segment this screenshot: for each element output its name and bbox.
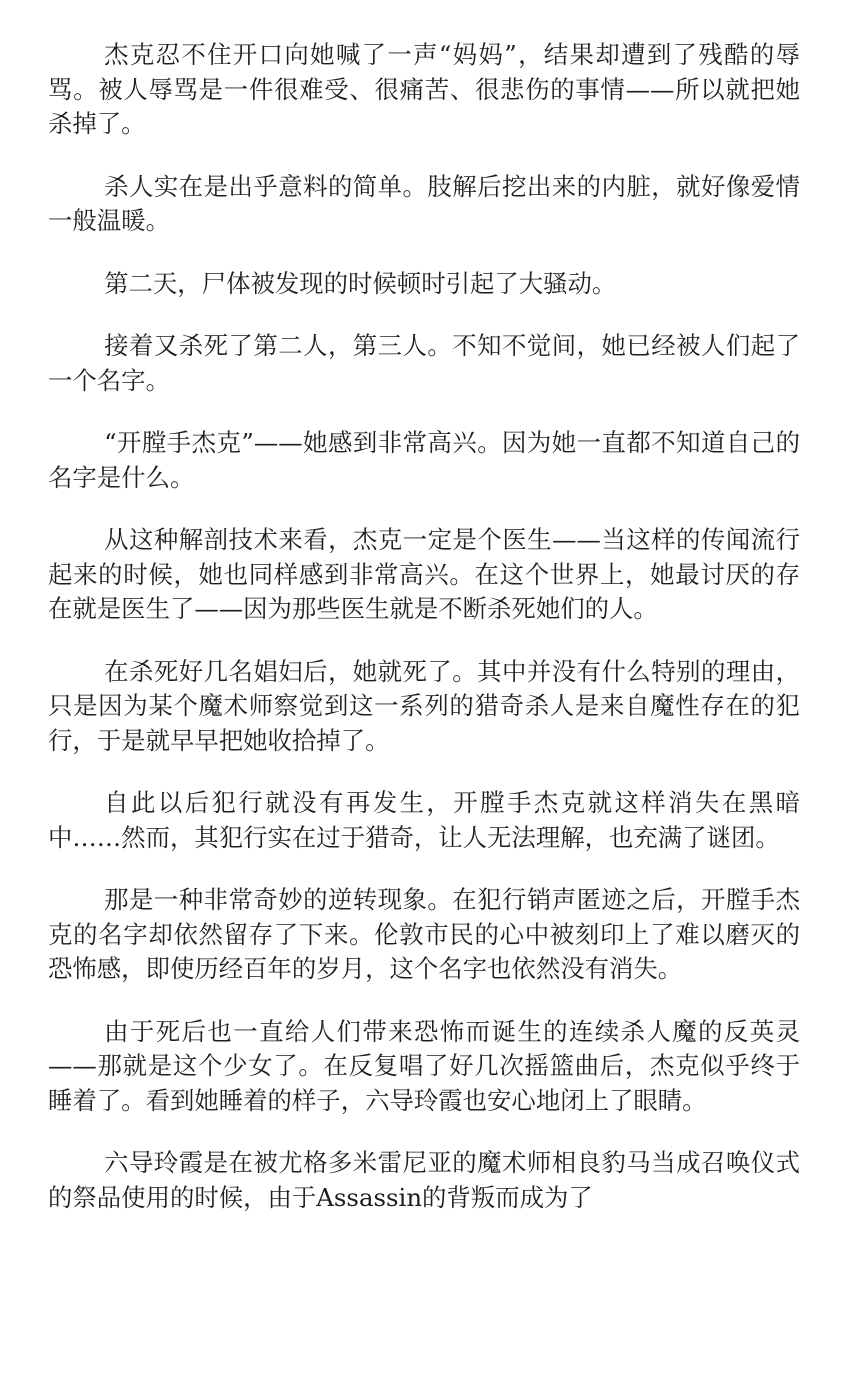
paragraph-4: 接着又杀死了第二人，第三人。不知不觉间，她已经被人们起了一个名字。 (48, 331, 800, 395)
paragraph-7: 在杀死好几名娼妇后，她就死了。其中并没有什么特别的理由，只是因为某个魔术师察觉到这一系列的猎奇杀人是来自魔性存在的犯行，于是就早早把她收拾掉了。 (48, 656, 800, 755)
paragraph-10: 由于死后也一直给人们带来恐怖而诞生的连续杀人魔的反英灵——那就是这个少女了。在反复唱了好几次摇篮曲后，杰克似乎终于睡着了。看到她睡着的样子，六导玲霞也安心地闭上了眼睛。 (48, 1016, 800, 1115)
paragraph-11: 六导玲霞是在被尤格多米雷尼亚的魔术师相良豹马当成召唤仪式的祭品使用的时候，由于Assassin的背叛而成为了 (48, 1148, 800, 1212)
paragraph-5: “开膛手杰克”——她感到非常高兴。因为她一直都不知道自己的名字是什么。 (48, 428, 800, 492)
paragraph-2: 杀人实在是出乎意料的简单。肢解后挖出来的内脏，就好像爱情一般温暖。 (48, 171, 800, 235)
paragraph-3: 第二天，尸体被发现的时候顿时引起了大骚动。 (104, 268, 617, 298)
paragraph-1: 杰克忍不住开口向她喊了一声“妈妈”，结果却遭到了残酷的辱骂。被人辱骂是一件很难受、很痛苦、很悲伤的事情——所以就把她杀掉了。 (48, 40, 800, 138)
paragraph-8: 自此以后犯行就没有再发生，开膛手杰克就这样消失在黑暗中……然而，其犯行实在过于猎奇，让人无法理解，也充满了谜团。 (48, 788, 800, 852)
paragraph-6: 从这种解剖技术来看，杰克一定是个医生——当这样的传闻流行起来的时候，她也同样感到非常高兴。在这个世界上，她最讨厌的存在就是医生了——因为那些医生就是不断杀死她们的人。 (48, 525, 800, 623)
paragraph-9: 那是一种非常奇妙的逆转现象。在犯行销声匿迹之后，开膛手杰克的名字却依然留存了下来。伦敦市民的心中被刻印上了难以磨灭的恐怖感，即使历经百年的岁月，这个名字也依然没有消失。 (48, 885, 800, 983)
